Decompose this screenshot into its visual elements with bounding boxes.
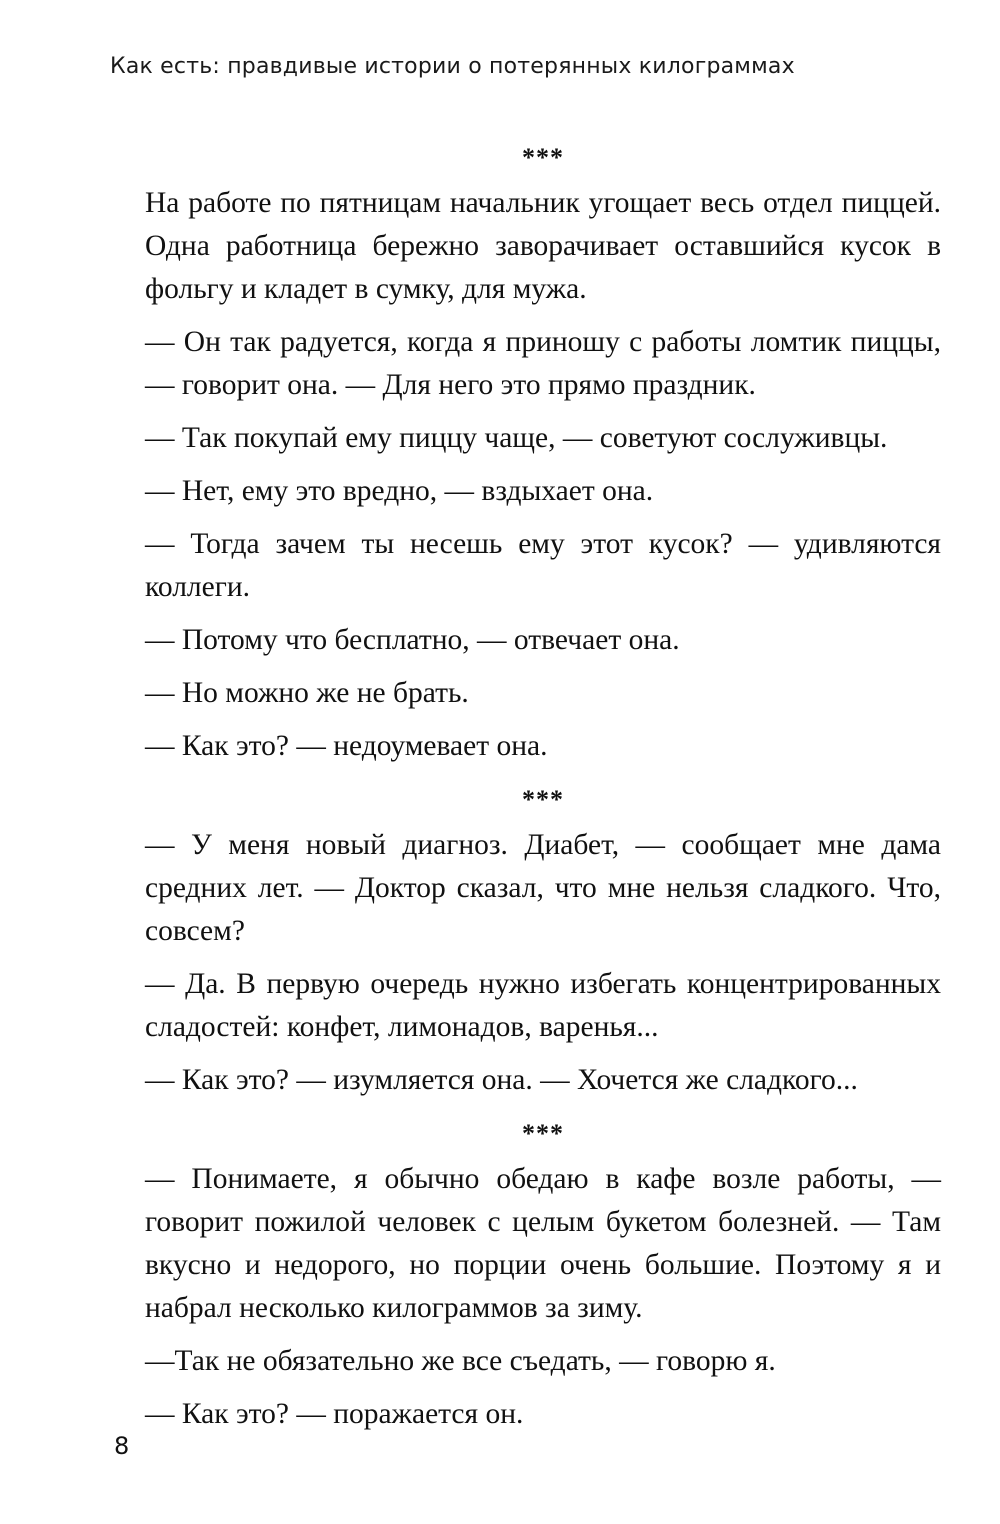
story-section <box>145 138 941 768</box>
section-separator: *** <box>522 785 564 814</box>
body-text <box>145 138 941 1446</box>
paragraph: — Понимаете, я обычно обедаю в кафе возле работы, — говорит пожилой человек с целым букетом болезней. — Там вкусно и недорого, но порции очень большие. Поэтому я и набрал несколько килограммов за зиму. <box>145 1163 941 1324</box>
paragraph: — Потому что бесплатно, — отвечает она. <box>145 624 680 656</box>
paragraph: —Так не обязательно же все съедать, — говорю я. <box>145 1345 776 1377</box>
running-head: Как есть: правдивые истории о потерянных килограммах <box>110 54 795 79</box>
paragraph: — Тогда зачем ты несешь ему этот кусок? — удивляются коллеги. <box>145 528 941 603</box>
paragraph: — Как это? — поражается он. <box>145 1398 524 1430</box>
paragraph: На работе по пятницам начальник угощает весь отдел пиццей. Одна работница бережно заворачивает оставшийся кусок в фольгу и кладет в сумку, для мужа. <box>145 187 941 305</box>
paragraph: — У меня новый диагноз. Диабет, — сообщает мне дама средних лет. — Доктор сказал, что мне нельзя сладкого. Что, совсем? <box>145 829 941 947</box>
paragraph: — Как это? — изумляется она. — Хочется же сладкого... <box>145 1064 858 1096</box>
paragraph: — Как это? — недоумевает она. <box>145 730 548 762</box>
page-number: 8 <box>114 1432 130 1460</box>
story-section <box>145 780 941 1102</box>
paragraph: — Да. В первую очередь нужно избегать концентрированных сладостей: конфет, лимонадов, варенья... <box>145 968 941 1043</box>
paragraph: — Он так радуется, когда я приношу с работы ломтик пиццы, — говорит она. — Для него это прямо праздник. <box>145 326 941 401</box>
section-separator: *** <box>522 1119 564 1148</box>
section-separator: *** <box>522 143 564 172</box>
story-section <box>145 1114 941 1436</box>
paragraph: — Так покупай ему пиццу чаще, — советуют сослуживцы. <box>145 422 888 454</box>
paragraph: — Нет, ему это вредно, — вздыхает она. <box>145 475 654 507</box>
paragraph: — Но можно же не брать. <box>145 677 469 709</box>
